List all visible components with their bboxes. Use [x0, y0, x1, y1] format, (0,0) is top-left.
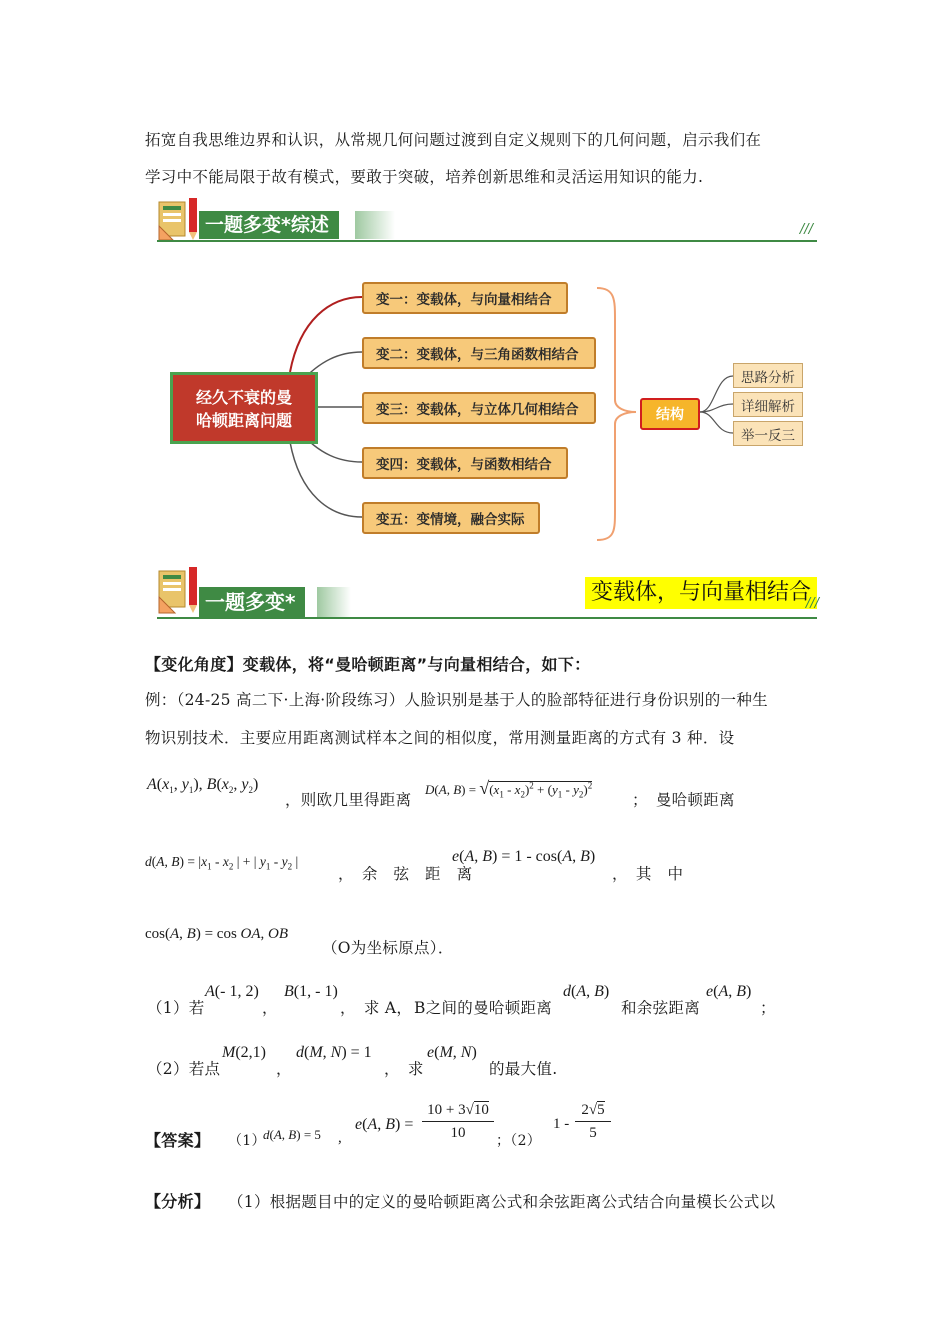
- manhattan-formula: d(A, $B) = |x_1 - x_2$ | + | $y_1 - y_2$ |: [145, 854, 299, 872]
- center-line-1: 经久不衰的曼: [195, 388, 292, 407]
- q1-e-symbol: e(A, B): [706, 983, 752, 1000]
- mindmap-branch-1: 变一：变载体，与向量相结合: [362, 282, 568, 314]
- section-banner-overview: [157, 196, 817, 244]
- answer-d-value: d(A, B) = 5: [263, 1127, 321, 1142]
- mindmap-branch-2: 变二：变载体，与三角函数相结合: [362, 337, 596, 369]
- where-text: ， 其 中: [612, 865, 684, 883]
- mindmap-leaf-2: 详细解析: [733, 392, 803, 417]
- banner-variation-title: 一题多变*: [199, 587, 305, 617]
- example-line-2: 物识别技术．主要应用距离测试样本之间的相似度，常用测量距离的方式有 3 种．设: [145, 729, 735, 747]
- q2-sep-2: ， 求: [384, 1060, 424, 1078]
- answer-e-value: e(A, B) =: [355, 1116, 414, 1133]
- mindmap-branch-4: 变四：变载体，与函数相结合: [362, 447, 568, 479]
- q1-prefix: （1）若: [147, 999, 205, 1017]
- q2-point-m: M(2,1): [222, 1044, 266, 1061]
- example-line-1: 例：（24-25 高二下·上海·阶段练习）人脸识别是基于人的脸部特征进行身份识别的一种生: [145, 691, 768, 709]
- cos-def-formula: cos(A, B) = cos OA, OB: [145, 926, 289, 942]
- banner-overview-title: 一题多变*综述: [199, 211, 339, 239]
- q1-d-symbol: d(A, B): [563, 983, 610, 1000]
- mindmap-leaf-1: 思路分析: [733, 363, 803, 388]
- variation-highlight-title: 变载体，与向量相结合: [585, 577, 817, 609]
- intro-line-2: 学习中不能局限于故有模式，要敢于突破，培养创新思维和灵活运用知识的能力.: [145, 168, 704, 186]
- analysis-text: （1）根据题目中的定义的曼哈顿距离公式和余弦距离公式结合向量模长公式以: [228, 1193, 776, 1211]
- q1-sep-1: ，: [262, 999, 278, 1017]
- points-formula: $A(x_1$, $y_1$), $B(x_2$, $y_2$): [147, 776, 259, 796]
- mindmap-center-node: [170, 372, 318, 444]
- q1-point-a: A(- 1, 2): [205, 983, 259, 1000]
- q1-cosine-label: 和余弦距离: [621, 999, 701, 1017]
- euclid-text: ，则欧几里得距离: [285, 791, 412, 809]
- banner-gradient: [355, 211, 395, 239]
- q1-end: ；: [760, 999, 776, 1017]
- q1-manhattan-label: B之间的曼哈顿距离: [414, 999, 553, 1017]
- mindmap-leaf-3: 举一反三: [733, 421, 803, 446]
- mindmap-branch-5: 变五：变情境，融合实际: [362, 502, 540, 534]
- banner-underline: [157, 617, 817, 619]
- mindmap-branch-3: 变三：变载体，与立体几何相结合: [362, 392, 596, 424]
- answer-part2-value: 1 -: [553, 1116, 570, 1132]
- euclid-formula: D(A, $B) = √(x_1 - x_2)^2 + (y_1 - y_2)^2$: [425, 778, 593, 800]
- center-line-2: 哈顿距离问题: [195, 411, 292, 430]
- banner-decor: ///: [799, 222, 813, 237]
- q1-sep-2: ， 求 A，: [340, 999, 413, 1017]
- banner-decor: ///: [805, 596, 819, 611]
- q2-prefix: （2）若点: [147, 1060, 221, 1078]
- answer-e-fraction: 10 + 3√10 10: [422, 1102, 494, 1142]
- manhattan-text: ； 曼哈顿距离: [632, 791, 735, 809]
- banner-underline: [157, 240, 817, 242]
- analysis-label: 【分析】: [145, 1192, 211, 1211]
- mindmap-structure-node: 结构: [640, 398, 700, 430]
- banner-gradient: [317, 587, 351, 617]
- origin-note: （O为坐标原点）．: [322, 939, 454, 957]
- answer-part1: （1）: [228, 1133, 266, 1149]
- answer-label: 【答案】: [145, 1131, 211, 1150]
- answer-part2-fraction: 2√5 5: [575, 1102, 611, 1142]
- ruler-pencil-icon: [157, 196, 203, 240]
- intro-line-1: 拓宽自我思维边界和认识，从常规几何问题过渡到自定义规则下的几何问题，启示我们在: [145, 131, 762, 149]
- change-angle-heading: 【变化角度】变载体，将“曼哈顿距离”与向量相结合，如下：: [145, 655, 591, 674]
- q2-sep-1: ，: [276, 1060, 292, 1078]
- answer-sep: ；（2）: [496, 1133, 542, 1149]
- cosine-text: ， 余 弦 距 离: [338, 865, 473, 883]
- q1-point-b: B(1, - 1): [284, 983, 338, 1000]
- q2-target: e(M, N): [427, 1044, 477, 1061]
- cosine-formula: e(A, B) = 1 - cos(A, B): [452, 848, 596, 865]
- answer-comma: ,: [338, 1130, 342, 1146]
- q2-end: 的最大值.: [489, 1060, 558, 1078]
- ruler-pencil-icon: [157, 565, 203, 609]
- section-banner-variation: [157, 563, 817, 621]
- q2-condition: d(M, N) = 1: [296, 1044, 372, 1061]
